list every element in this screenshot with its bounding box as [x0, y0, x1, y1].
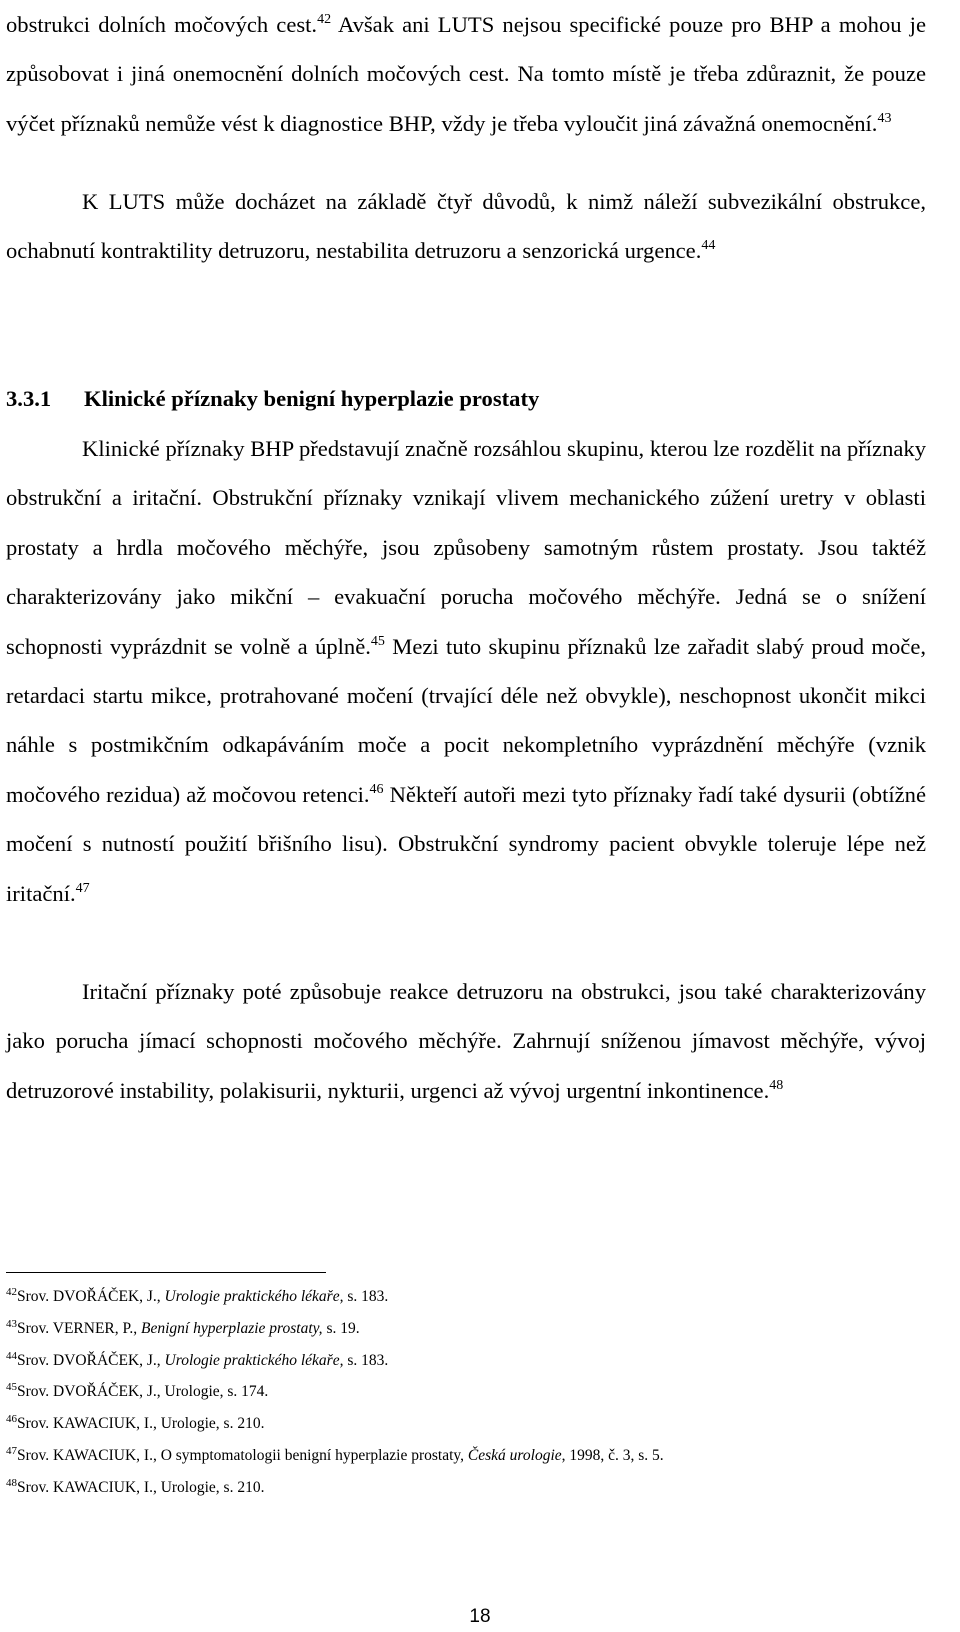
- footnote-title: Benigní hyperplazie prostaty,: [141, 1319, 323, 1337]
- paragraph-luts-intro: [6, 0, 926, 148]
- footnote-text: Srov. KAWACIUK, I., Urologie, s. 210.: [17, 1478, 265, 1496]
- paragraph-text: Iritační příznaky poté způsobuje reakce detruzoru na obstrukci, jsou také charakterizovány jako porucha jímací schopnosti močového měchýře. Zahrnují sníženou jímavost měchýře, vývoj detruzorové instability, polakisurii, nykturii, urgenci až vývoj urgentní inkontinence.: [6, 979, 926, 1103]
- section-number: 3.3.1: [6, 386, 52, 411]
- footnote-item: [6, 1408, 946, 1440]
- footnote-separator: [6, 1272, 326, 1273]
- section-title: Klinické příznaky benigní hyperplazie prostaty: [84, 386, 540, 411]
- footnote-title: Česká urologie: [467, 1446, 562, 1464]
- footnote-text: Srov. DVOŘÁČEK, J.,: [17, 1351, 165, 1369]
- footnote-title: Urologie praktického lékaře,: [164, 1351, 344, 1369]
- footnote-text: , 1998, č. 3, s. 5.: [561, 1446, 664, 1464]
- paragraph-text: Mezi tuto skupinu příznaků lze zařadit slabý proud moče, retardaci startu mikce, protrahované močení (trvající déle než obvykle), neschopnost ukončit mikci náhle s postmikčním odkapáváním moče a pocit nekompletního vyprázdnění měchýře (vznik močového rezidua) až močovou retenci.: [6, 633, 927, 807]
- footnote-text: s. 183.: [343, 1351, 389, 1369]
- section-heading: [6, 379, 926, 419]
- footnote-reference[interactable]: 42: [317, 12, 332, 27]
- footnote-text: Srov. DVOŘÁČEK, J., Urologie, s. 174.: [17, 1383, 269, 1401]
- footnote-reference[interactable]: 47: [75, 880, 90, 896]
- footnote-item: [6, 1313, 946, 1345]
- footnote-text: s. 183.: [343, 1288, 389, 1305]
- paragraph-text: Někteří autoři mezi tyto příznaky řadí také dysurii (obtížné močení s nutností použití břišního lisu). Obstrukční syndromy pacient obvykle toleruje lépe než iritační.: [6, 781, 926, 906]
- footnote-number[interactable]: 43: [6, 1317, 17, 1330]
- footnote-text: Srov. VERNER, P.,: [17, 1319, 142, 1337]
- footnote-text: s. 19.: [322, 1319, 360, 1337]
- paragraph-text: Klinické příznaky BHP představují značně rozsáhlou skupinu, kterou lze rozdělit na příznaky obstrukční a iritační. Obstrukční příznaky vznikají vlivem mechanického zúžení uretry v oblasti prostaty a hrdla močového měchýře, jsou způsobeny samotným růstem prostaty. Jsou taktéž charakterizovány jako mikční – evakuační porucha močového měchýře. Jedná se o snížení schopnosti vyprázdnit se volně a úplně.: [6, 436, 926, 659]
- footnote-item: [6, 1440, 946, 1472]
- footnote-number[interactable]: 42: [6, 1286, 17, 1298]
- footnote-reference[interactable]: 44: [701, 238, 716, 254]
- paragraph-text: K LUTS může docházet na základě čtyř důvodů, k nimž náleží subvezikální obstrukce, ochabnutí kontraktility detruzoru, nestabilita detruzoru a senzorická urgence.: [6, 189, 926, 264]
- footnote-number[interactable]: 48: [6, 1476, 17, 1489]
- footnote-list: [6, 1281, 946, 1504]
- footnote-number[interactable]: 44: [6, 1349, 17, 1362]
- paragraph-irritative-symptoms: [6, 967, 926, 1115]
- footnote-item: [6, 1472, 946, 1504]
- footnote-number[interactable]: 45: [6, 1381, 17, 1394]
- footnote-reference[interactable]: 43: [877, 110, 892, 126]
- footnote-item: [6, 1281, 946, 1313]
- footnote-text: Srov. KAWACIUK, I., O symptomatologii benigní hyperplazie prostaty,: [17, 1446, 468, 1464]
- page-number: 18: [469, 1606, 491, 1627]
- paragraph-text: obstrukci dolních močových cest.: [6, 12, 318, 37]
- paragraph-obstructive-symptoms: [6, 424, 926, 918]
- footnote-reference[interactable]: 46: [369, 781, 384, 797]
- footnote-reference[interactable]: 48: [769, 1077, 784, 1093]
- footnote-title: Urologie praktického lékaře,: [164, 1288, 344, 1305]
- paragraph-text: Avšak ani LUTS nejsou specifické pouze pro BHP a mohou je způsobovat i jiná onemocnění dolních močových cest. Na tomto místě je třeba zdůraznit, že pouze výčet příznaků nemůže vést k diagnostice BHP, vždy je třeba vyloučit jiná závažná onemocnění.: [6, 12, 926, 136]
- footnote-number[interactable]: 47: [6, 1444, 17, 1457]
- footnote-text: Srov. DVOŘÁČEK, J.,: [17, 1288, 165, 1305]
- paragraph-luts-causes: [6, 177, 926, 276]
- footnote-text: Srov. KAWACIUK, I., Urologie, s. 210.: [17, 1415, 265, 1433]
- footnote-item: [6, 1345, 946, 1377]
- footnote-item: [6, 1376, 946, 1408]
- footnote-number[interactable]: 46: [6, 1413, 17, 1426]
- footnote-reference[interactable]: 45: [370, 633, 385, 649]
